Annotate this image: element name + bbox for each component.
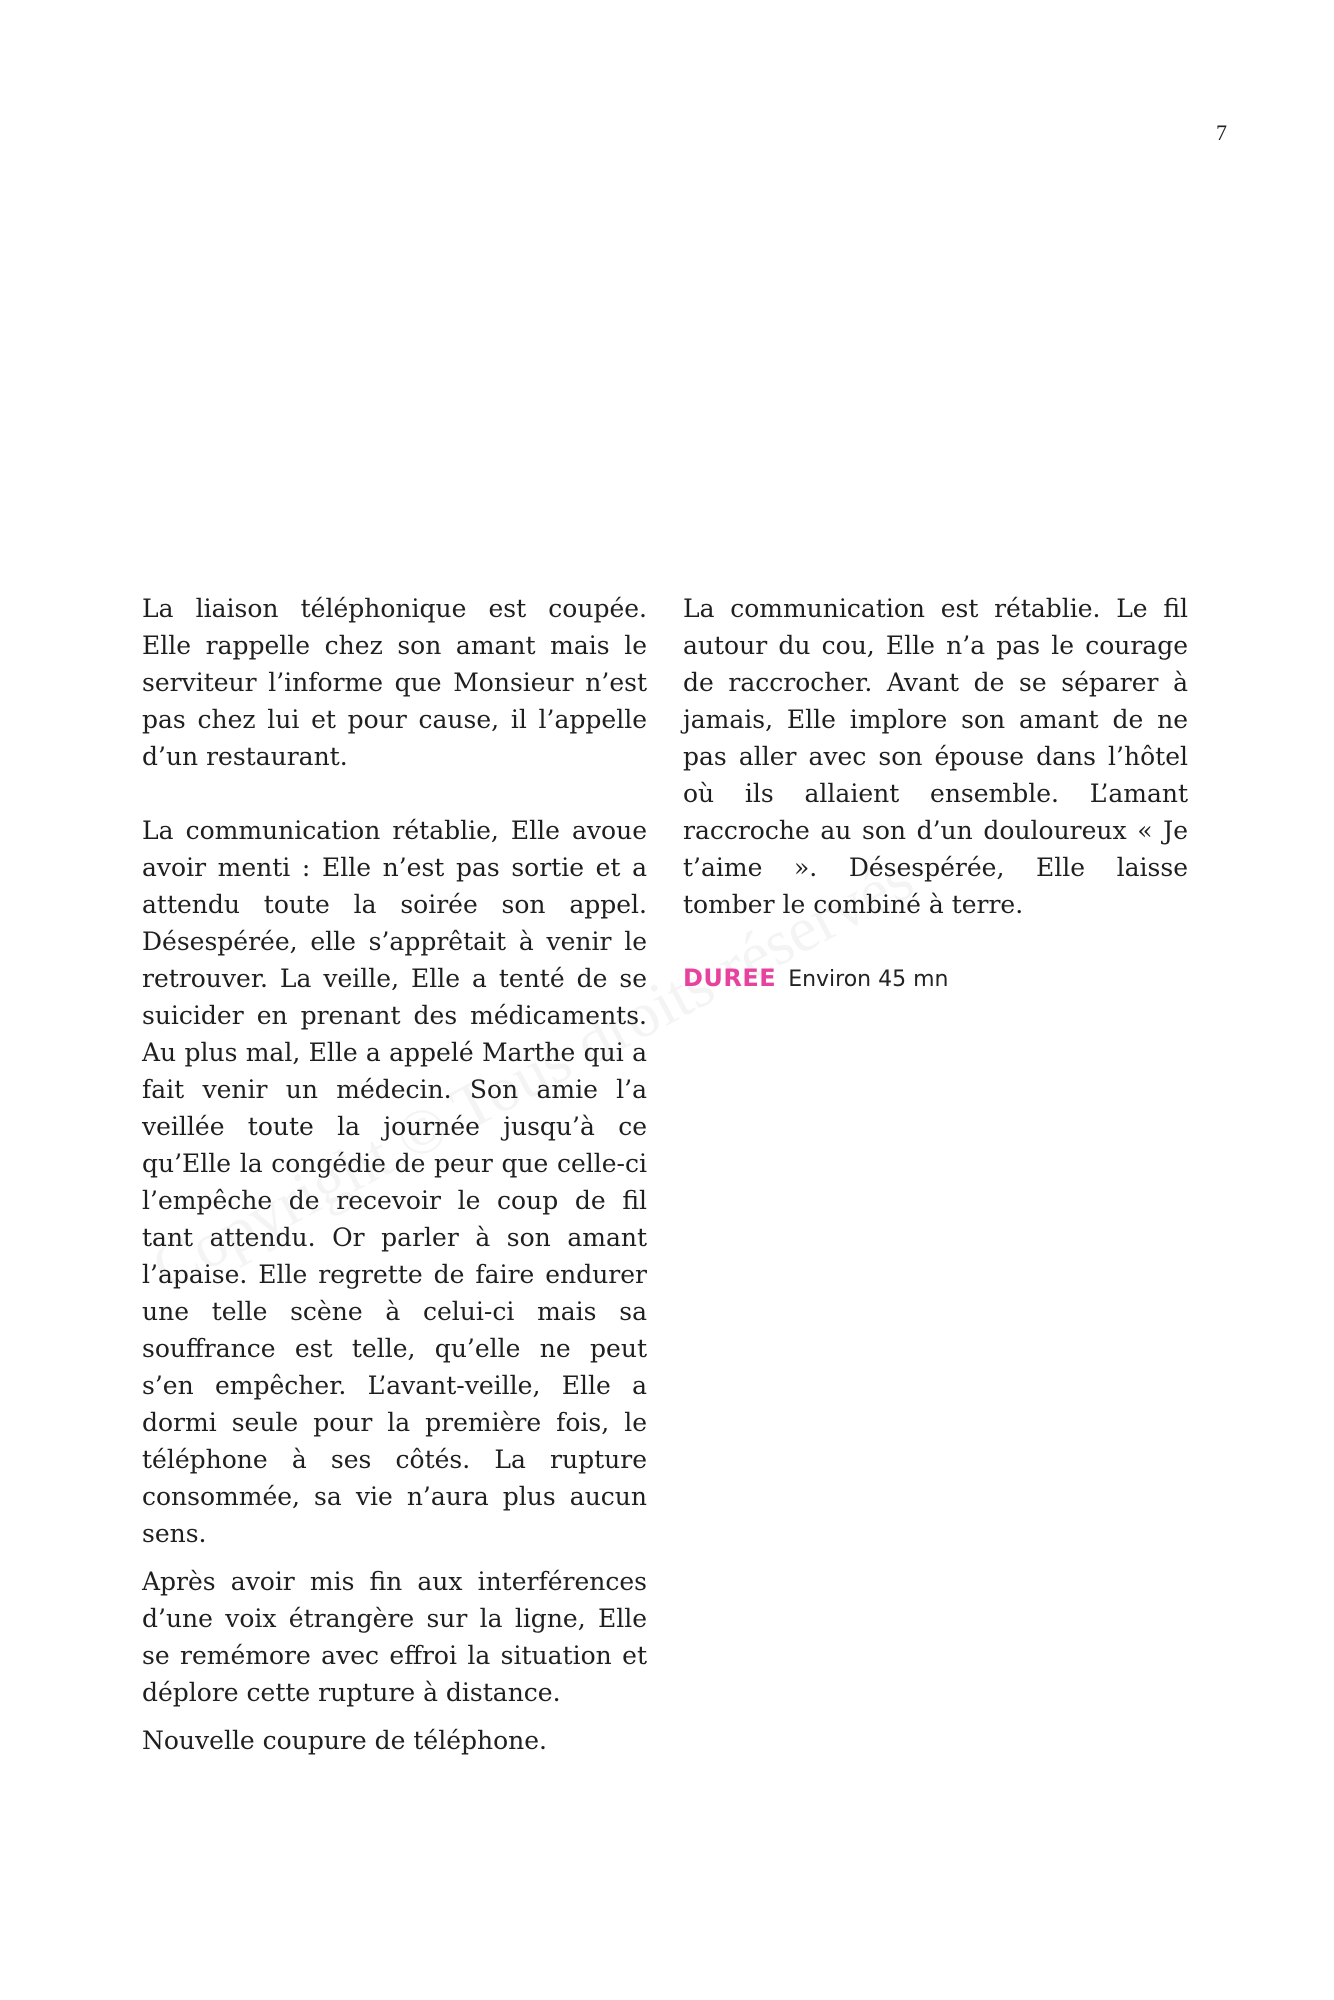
duration-value: Environ 45 mn <box>788 967 949 992</box>
paragraph: La liaison téléphonique est coupée. Elle rappelle chez son amant mais le serviteur l’informe que Monsieur n’est pas chez lui et pour cause, il l’appelle d’un restaurant. <box>142 594 647 771</box>
page-number: 7 <box>1216 120 1227 145</box>
right-column <box>683 590 1188 998</box>
paragraph: Nouvelle coupure de téléphone. <box>142 1726 548 1755</box>
duration-line <box>683 960 1188 998</box>
paragraph: La communication est rétablie. Le fil autour du cou, Elle n’a pas le courage de raccrocher. Avant de se séparer à jamais, Elle implore son amant de ne pas aller avec son épouse dans l’hôtel où ils allaient ensemble. L’amant raccroche au son d’un douloureux « Je t’aime ». Désespérée, Elle laisse tomber le combiné à terre. <box>683 594 1188 919</box>
duration-label: DUREE <box>683 964 777 992</box>
paragraph: La communication rétablie, Elle avoue avoir menti : Elle n’est pas sortie et a attendu toute la soirée son appel. Désespérée, elle s’apprêtait à venir le retrouver. La veille, Elle a tenté de se suicider en prenant des médicaments. Au plus mal, Elle a appelé Marthe qui a fait venir un médecin. Son amie l’a veillée toute la journée jusqu’à ce qu’Elle la congédie de peur que celle-ci l’empêche de recevoir le coup de fil tant attendu. Or parler à son amant l’apaise. Elle regrette de faire endurer une telle scène à celui-ci mais sa souffrance est telle, qu’elle ne peut s’en empêcher. L’avant-veille, Elle a dormi seule pour la première fois, le téléphone à ses côtés. La rupture consommée, sa vie n’aura plus aucun sens. <box>142 816 647 1548</box>
paragraph: Après avoir mis fin aux interférences d’une voix étrangère sur la ligne, Elle se remémore avec effroi la situation et déplore cette rupture à distance. <box>142 1567 647 1707</box>
left-column <box>142 590 647 1759</box>
